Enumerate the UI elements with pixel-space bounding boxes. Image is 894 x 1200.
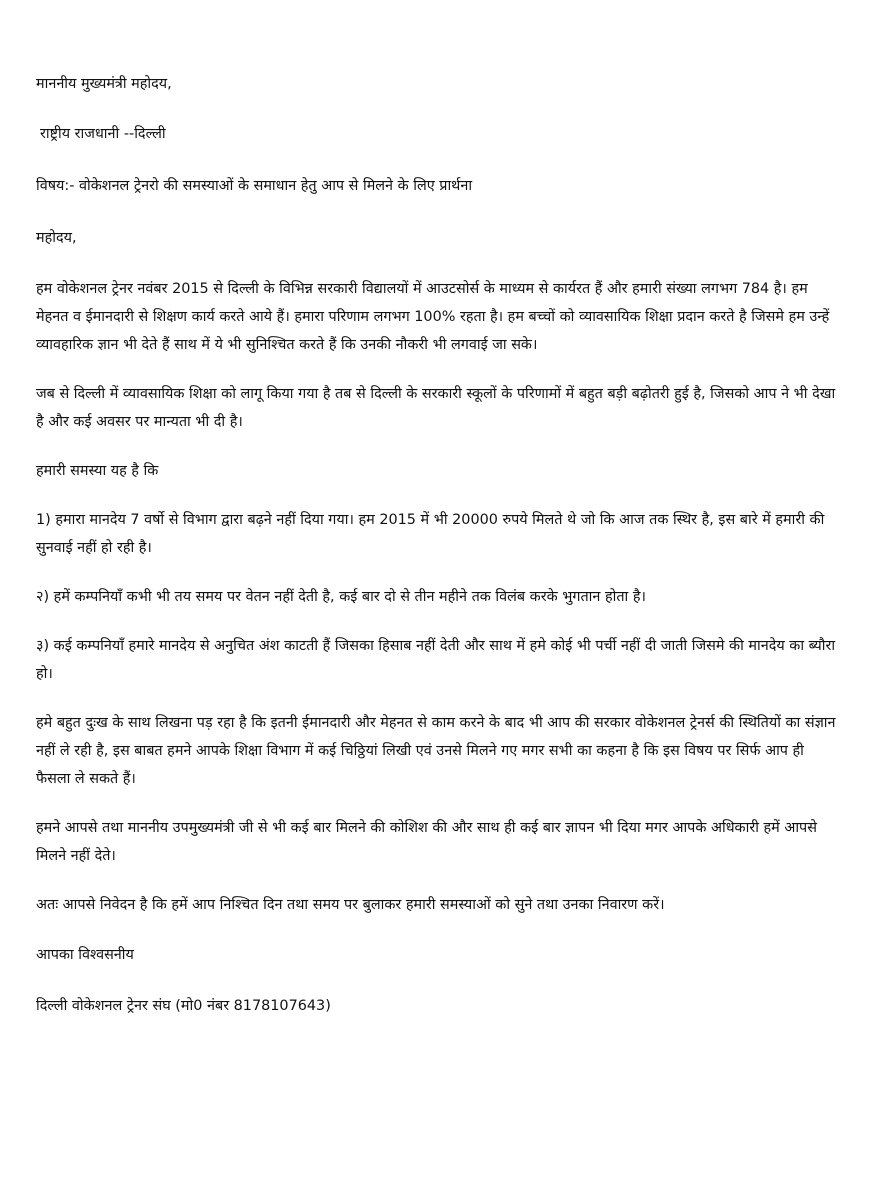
paragraph-results: जब से दिल्ली में व्यावसायिक शिक्षा को लागू किया गया है तब से दिल्ली के सरकारी स्कूलों के परिणामों में बहुत बड़ी बढ़ोतरी हुई है, जिसको आप ने भी देखा है और कई अवसर पर मान्यता भी दी है। [36, 386, 836, 430]
paragraph-problem-heading: हमारी समस्या यह है कि [36, 463, 159, 479]
problem-item-2: २) हमें कम्पनियाँ कभी भी तय समय पर वेतन नहीं देती है, कई बार दो से तीन महीने तक विलंब करके भुगतान होता है। [36, 589, 646, 605]
closing: आपका विश्वसनीय [36, 947, 134, 963]
paragraph-attempts: हमने आपसे तथा माननीय उपमुख्यमंत्री जी से भी कई बार मिलने की कोशिश की और साथ ही कई बार ज्ञापन भी दिया मगर आपके अधिकारी हमें आपसे मिलने नहीं देते। [36, 820, 817, 864]
problem-item-1: 1) हमारा मानदेय 7 वर्षो से विभाग द्वारा बढ़ने नहीं दिया गया। हम 2015 में भी 20000 रुपये मिलते थे जो कि आज तक स्थिर है, इस बारे में हमारी की सुनवाई नहीं हो रही है। [36, 512, 825, 556]
paragraph-intro: हम वोकेशनल ट्रेनर नवंबर 2015 से दिल्ली के विभिन्न सरकारी विद्यालयों में आउटसोर्स के माध्यम से कार्यरत हैं और हमारी संख्या लगभग 784 है। हम मेहनत व ईमानदारी से शिक्षण कार्य करते आये हैं। हमारा परिणाम लगभग 100% रहता है। हम बच्चों को व्यावसायिक शिक्षा प्रदान करते है जिसमे हम उन्हें व्यावहारिक ज्ञान भी देते हैं साथ में ये भी सुनिश्चित करते हैं कि उनकी नौकरी भी लगवाई जा सके। [36, 281, 830, 353]
salutation: माननीय मुख्यमंत्री महोदय, [36, 76, 172, 92]
paragraph-request: अतः आपसे निवेदन है कि हमें आप निश्चित दिन तथा समय पर बुलाकर हमारी समस्याओं को सुने तथा उनका निवारण करें। [36, 897, 665, 913]
subject-line: विषय:- वोकेशनल ट्रेनरो की समस्याओं के समाधान हेतु आप से मिलने के लिए प्रार्थना [36, 178, 473, 194]
letter-body [36, 70, 836, 1020]
sender-signature: दिल्ली वोकेशनल ट्रेनर संघ (मो0 नंबर 8178107643) [36, 998, 331, 1014]
problem-item-3: ३) कई कम्पनियाँ हमारे मानदेय से अनुचित अंश काटती हैं जिसका हिसाब नहीं देती और साथ में हमे कोई भी पर्ची नहीं दी जाती जिसमे की मानदेय का ब्यौरा हो। [36, 638, 836, 682]
greeting: महोदय, [36, 230, 77, 246]
paragraph-grievance: हमे बहुत दुःख के साथ लिखना पड़ रहा है कि इतनी ईमानदारी और मेहनत से काम करने के बाद भी आप की सरकार वोकेशनल ट्रेनर्स की स्थितियों का संज्ञान नहीं ले रही है, इस बाबत हमने आपके शिक्षा विभाग में कई चिठ्ठियां लिखी एवं उनसे मिलने गए मगर सभी का कहना है कि इस विषय पर सिर्फ आप ही फैसला ले सकते हैं। [36, 715, 836, 787]
address-line: राष्ट्रीय राजधानी --दिल्ली [40, 126, 166, 142]
